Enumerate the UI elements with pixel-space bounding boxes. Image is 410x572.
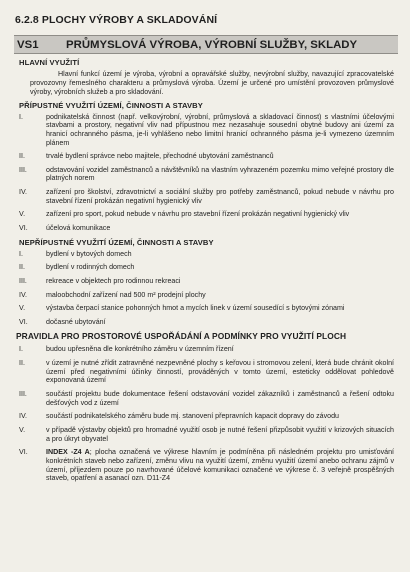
- item-number: IV.: [19, 412, 28, 421]
- item-number: II.: [19, 263, 25, 272]
- item-text: zařízení pro sport, pokud nebude v návrhu pro stavební řízení prokázán negativní hygienický vliv: [46, 210, 350, 219]
- hlavni-heading: HLAVNÍ VYUŽITÍ: [19, 58, 80, 67]
- item-text: podnikatelská činnost (např. velkovýrobní, výrobní, průmyslová a skladovací činnost) s vlastními účelovými stavbami a prostory, negativní vliv nad přípustnou mez nezasahuje sousední obytné budovy ani území za hranicí ochranného pásma, je-li vyhlášeno nebo limitní hranicí ochranného pásma je-li vymezeno územním plánem: [46, 112, 394, 147]
- nepripustne-list: [19, 250, 394, 327]
- item-number: III.: [19, 390, 27, 399]
- list-item: [19, 113, 394, 148]
- zone-code: VS1: [17, 38, 39, 51]
- index-text: ; plocha označená ve výkrese hlavním je podmíněna při následném projektu pro umisťování konkrétních staveb nebo zařízení, změnu vlivu na využití území, změnu využití území anebo ochranu zájmů v území, příjezdem pouze po navrhované účelové komunikaci označené ve výkrese č. 3 veřejně prospěšných staveb, opatření a asanací ozn. D11-Z4: [46, 448, 394, 483]
- hlavni-text: Hlavní funkcí území je výroba, výrobní a opravářské služby, nevýrobní služby, navazující zpracovatelské provozovny řemeslného charakteru a průmyslová výroba. Území je určené pro umístění provozoven průmyslové výroby, výrobních služeb a pro skladování.: [30, 70, 394, 96]
- item-number: VI.: [19, 448, 28, 457]
- index-label: INDEX -Z4 A: [46, 448, 90, 457]
- item-number: I.: [19, 112, 23, 121]
- list-item: [19, 412, 394, 421]
- list-item: [19, 277, 394, 286]
- item-number: II.: [19, 359, 25, 368]
- list-item: [19, 359, 394, 385]
- pravidla-list: [19, 345, 394, 482]
- list-item: [19, 224, 394, 233]
- zone-title-bar: [14, 35, 398, 54]
- list-item: [19, 318, 394, 327]
- list-item: [19, 188, 394, 205]
- list-item: [19, 345, 394, 354]
- item-text: bydlení v bytových domech: [46, 249, 132, 258]
- item-number: V.: [19, 425, 26, 434]
- item-number: IV.: [19, 188, 28, 197]
- list-item: [19, 152, 394, 161]
- item-number: II.: [19, 152, 25, 161]
- section-title: 6.2.8 PLOCHY VÝROBY A SKLADOVÁNÍ: [15, 14, 218, 26]
- item-number: IV.: [19, 290, 28, 299]
- pravidla-heading: PRAVIDLA PRO PROSTOROVÉ USPOŘÁDÁNÍ A PODMÍNKY PRO VYUŽITÍ PLOCH: [16, 331, 347, 342]
- item-text: dočasné ubytování: [46, 317, 106, 326]
- nepripustne-heading: NEPŘÍPUSTNÉ VYUŽITÍ ÚZEMÍ, ČINNOSTI A STAVBY: [19, 237, 214, 247]
- list-item: [19, 210, 394, 219]
- list-item: [19, 304, 394, 313]
- item-text: součástí podnikatelského záměru bude mj. stanovení přepravních kapacit dopravy do závodu: [46, 412, 339, 421]
- item-number: VI.: [19, 223, 28, 232]
- item-number: VI.: [19, 317, 28, 326]
- item-number: III.: [19, 165, 27, 174]
- item-number: I.: [19, 249, 23, 258]
- list-item: [19, 250, 394, 259]
- item-text: maloobchodní zařízení nad 500 m² prodejní plochy: [46, 290, 206, 299]
- item-number: III.: [19, 276, 27, 285]
- list-item: [19, 390, 394, 407]
- item-text: výstavba čerpací stanice pohonných hmot a mycích linek v území sousedící s bytovými zónami: [46, 304, 345, 313]
- pripustne-list: [19, 113, 394, 233]
- item-text: účelová komunikace: [46, 223, 111, 232]
- item-text: zařízení pro školství, zdravotnictví a sociální služby pro potřeby zaměstnanců, pokud nebude v návrhu pro stavební řízení prokázán negativní hygienický vliv: [46, 188, 394, 205]
- list-item: [19, 448, 394, 483]
- item-text: v případě výstavby objektů pro hromadné využití osob je nutné řešení přizpůsobit využití v krizových situacích a pro úkryt obyvatel: [46, 425, 394, 443]
- item-text: [46, 448, 394, 483]
- item-text: odstavování vozidel zaměstnanců a návštěvníků na vlastním vyhrazeném pozemku mimo veřejné prostory dle platných norem: [46, 165, 394, 183]
- item-text: rekreace v objektech pro rodinnou rekreaci: [46, 276, 181, 285]
- list-item: [19, 426, 394, 443]
- item-text: v území je nutné zřídit zatravněné nezpevněné plochy s keřovou i stromovou zelení, která bude chránit okolní území před negativními účinky činností, prováděných v tomto území, esteticky oddělovat pohledově exponovaná území: [46, 359, 394, 385]
- item-text: budou upřesněna dle konkrétního záměru v územním řízení: [46, 345, 234, 354]
- item-text: trvalé bydlení správce nebo majitele, přechodné ubytování zaměstnanců: [46, 152, 274, 161]
- item-text: bydlení v rodinných domech: [46, 263, 135, 272]
- item-number: V.: [19, 304, 26, 313]
- item-number: V.: [19, 210, 26, 219]
- item-number: I.: [19, 345, 23, 354]
- zone-title: PRŮMYSLOVÁ VÝROBA, VÝROBNÍ SLUŽBY, SKLADY: [66, 38, 358, 51]
- list-item: [19, 166, 394, 183]
- list-item: [19, 291, 394, 300]
- pripustne-heading: PŘÍPUSTNÉ VYUŽITÍ ÚZEMÍ, ČINNOSTI A STAVBY: [19, 100, 203, 110]
- item-text: součástí projektu bude dokumentace řešení odstavování vozidel zákazníků i zaměstnanců a řešení odtoku dešťových vod z území: [46, 390, 394, 407]
- list-item: [19, 263, 394, 272]
